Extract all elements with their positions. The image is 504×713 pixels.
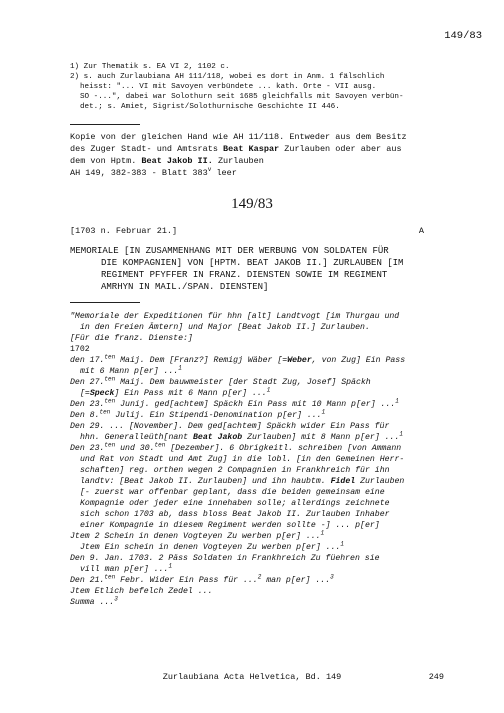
document-heading: DIE KOMPAGNIEN] VON [HPTM. BEAT JAKOB II.] ZURLAUBEN [IM — [101, 258, 404, 268]
footnote-2-cont: det.; s. Amiet, Sigrist/Solothurnische Geschichte II 446. — [80, 103, 340, 111]
intro-line: Kopie von der gleichen Hand wie AH 11/118. Entweder aus dem Besitz — [70, 132, 407, 142]
footnote-1: 1) Zur Thematik s. EA VI 2, 1102 c. — [70, 63, 230, 71]
transcript-line: Den 8.$^{ten}$ Julij. Ein Stipendi-Denomination p[er] ...$^1$ — [70, 408, 326, 420]
transcript-line: Den 21.$^{ten}$ Febr. Wider Ein Pass für ...$^2$ man p[er] ...$^3$ — [70, 573, 334, 585]
transcript-line: [- zuerst war offenbar geplant, dass die beiden gemeinsam eine — [80, 488, 385, 497]
document-date: [1703 n. Februar 21.] — [70, 226, 178, 236]
transcript-line: mit 6 Mann p[er] ...$^1$ — [80, 364, 182, 376]
transcript-line: den 17.$^{ten}$ Maij. Dem [Franz?] Remigj Wäber [=Weber, von Zug] Ein Pass — [70, 353, 406, 365]
transcript-line: Jtem Ein schein in denen Vogteyen Zu werben p[er] ...$^1$ — [80, 540, 345, 552]
footnote-2: 2) s. auch Zurlaubiana AH 111/118, wobei es dort in Anm. 1 fälschlich — [70, 73, 385, 81]
footer-publication: Zurlaubiana Acta Helvetica, Bd. 149 — [162, 672, 342, 682]
intro-line: dem von Hptm. Beat Jakob II. Zurlauben — [70, 156, 264, 166]
separator-rule — [70, 302, 140, 303]
transcript-line: Jtem 2 Schein in denen Vogteyen Zu werben p[er] ...$^1$ — [70, 529, 325, 541]
footnote-2-cont: heisst: "... VI mit Savoyen verbündete ... kath. Orte - VII ausg. — [80, 83, 377, 91]
transcript-line: Jtem Etlich befelch Zedel ... — [70, 587, 213, 596]
intro-line: AH 149, 382-383 - Blatt 383$^v$ leer — [70, 166, 237, 178]
transcript-line: Den 23.$^{ten}$ Junij. ged[achtem] Späckh Ein Pass mit 10 Mann p[er] ...$^1$ — [70, 397, 399, 409]
transcript-line: hhn. Generalleüth[nant Beat Jakob Zurlauben] mit 8 Mann p[er] ...$^1$ — [80, 430, 403, 442]
transcript-line: Den 27.$^{ten}$ Maij. Dem bauwmeister [der Stadt Zug, Josef] Späckh — [70, 375, 371, 387]
transcript-line: schaften] reg. orthen wegen 2 Compagnien in Frankhreich für ihn — [80, 466, 390, 475]
transcript-line: Den 23.$^{ten}$ und 30.$^{ten}$ [Dezember]. 6 Obrigkeitl. schreiben [von Ammann — [70, 441, 402, 453]
transcript-line: einer Kompagnie in diesem Regiment werden sollte -] ... p[er] — [80, 521, 380, 530]
transcript-line: "Memoriale der Expeditionen für hhn [alt] Landtvogt [im Thurgau und — [70, 312, 400, 321]
transcript-line: und Rat von Stadt und Amt Zug] in die lobl. [in den Gemeinen Herr- — [80, 455, 405, 464]
transcript-line: landtv: [Beat Jakob II. Zurlauben] und ihn haubtm. Fidel Zurlauben — [80, 477, 405, 486]
document-letter: A — [418, 226, 424, 236]
document-heading: MEMORIALE [IN ZUSAMMENHANG MIT DER WERBUNG VON SOLDATEN FÜR — [70, 246, 389, 256]
page-reference: 149/83 — [444, 30, 482, 42]
footnote-2-cont: SO -...", dabei war Solothurn seit 1685 gleichfalls mit Savoyen verbün- — [80, 93, 404, 101]
transcript-line: in den Freien Ämtern] und Major [Beat Jakob II.] Zurlauben. — [80, 323, 370, 332]
transcript-line: Summa ...$^3$ — [70, 595, 118, 607]
footer-page-number: 249 — [428, 672, 444, 682]
transcript-line: Den 9. Jan. 1703. 2 Päss Soldaten in Frankhreich Zu füehren sie — [70, 554, 380, 563]
transcript-line: [Für die franz. Dienste:] — [70, 334, 193, 343]
document-heading: REGIMENT PFYFFER IN FRANZ. DIENSTEN SOWIE IM REGIMENT — [101, 270, 388, 280]
transcript-line: [=Speck] Ein Pass mit 6 Mann p[er] ...$^1$ — [80, 386, 271, 398]
transcript-line: 1702 — [70, 345, 90, 354]
intro-line: des Zuger Stadt- und Amtsrats Beat Kaspar Zurlauben oder aber aus — [70, 144, 402, 154]
transcript-line: Kompagnie oder jeder eine innehaben solle; allerdings zeichnete — [80, 499, 390, 508]
document-heading: AMRHYN IN MAIL./SPAN. DIENSTEN] — [101, 282, 269, 292]
transcript-line: vill man p[er] ...$^1$ — [80, 562, 173, 574]
transcript-line: sich schon 1703 ab, dass bloss Beat Jakob II. Zurlauben Inhaber — [80, 510, 390, 519]
document-number: 149/83 — [231, 196, 273, 212]
separator-rule — [70, 124, 140, 125]
transcript-line: Den 29. ... [November]. Dem ged[achtem] Späckh wider Ein Pass für — [70, 422, 390, 431]
